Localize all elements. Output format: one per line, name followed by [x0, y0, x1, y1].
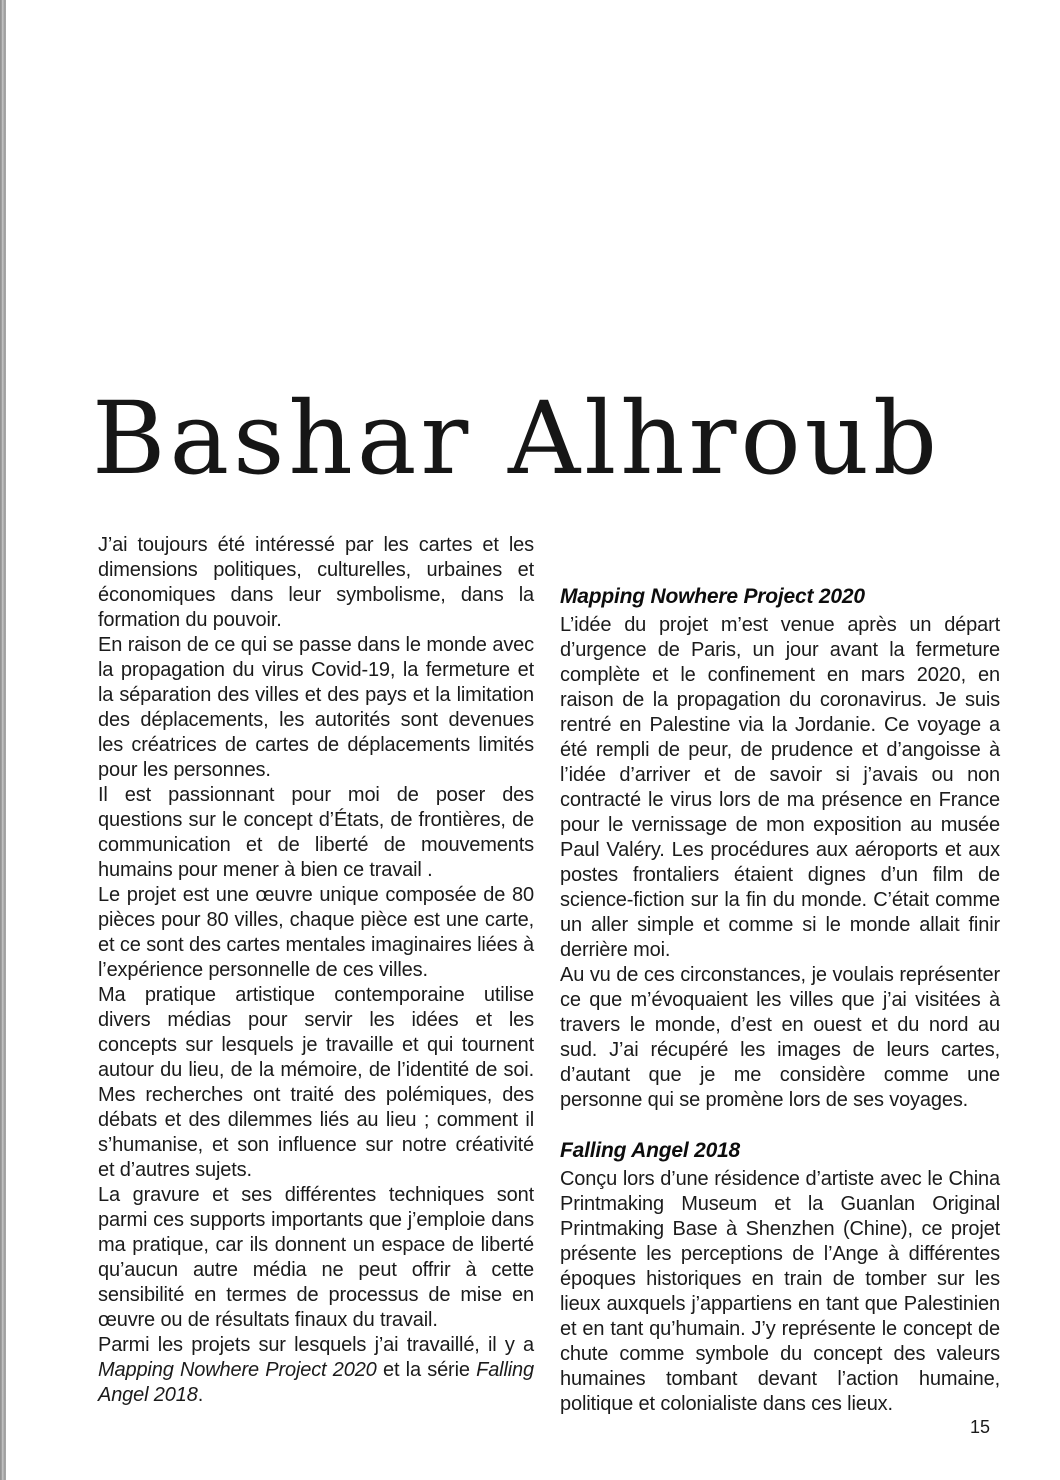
paragraph: Le projet est une œuvre unique composée de 80 pièces pour 80 villes, chaque pièce est une carte, et ce sont des cartes mentales imaginaires liées à l’expérience personnelle de ces villes.	[98, 884, 534, 981]
right-text-column	[560, 584, 1000, 1417]
paragraph: Conçu lors d’une résidence d’artiste avec le China Printmaking Museum et la Guanlan Original Printmaking Base à Shenzhen (Chine), ce projet présente les perceptions de l’Ange à différentes époques historiques en train de tomber sur les lieux auxquels j’appartiens en tant que Palestinien et en tant qu’humain. J’y représente le concept de chute comme symbole du concept des valeurs humaines tombant devant l’action humaine, politique et colonialiste dans ces lieux.	[560, 1168, 1000, 1415]
closing-text-pre: Parmi les projets sur lesquels j’ai travaillé, il y a	[98, 1334, 534, 1356]
paragraph: Il est passionnant pour moi de poser des questions sur le concept d’États, de frontières, de communication et de liberté de mouvements humains pour mener à bien ce travail .	[98, 784, 534, 881]
paragraph: J’ai toujours été intéressé par les cartes et les dimensions politiques, culturelles, urbaines et économiques dans leur symbolisme, dans la formation du pouvoir.	[98, 534, 534, 631]
page-number: 15	[970, 1417, 991, 1437]
scan-edge-bar	[0, 0, 6, 1480]
paragraph: Au vu de ces circonstances, je voulais représenter ce que m’évoquaient les villes que j’ai visitées à travers le monde, d’est en ouest et du nord au sud. J’ai récupéré les images de leurs cartes, d’autant que je me considère comme une personne qui se promène lors de ses voyages.	[560, 964, 1000, 1111]
closing-text-post: .	[197, 1384, 204, 1406]
paragraph: La gravure et ses différentes techniques sont parmi ces supports importants que j’emploie dans ma pratique, car ils donnent un espace de liberté qu’aucun autre média ne peut offrir à cette sensibilité en termes de processus de mise en œuvre ou de résultats finaux du travail.	[98, 1184, 534, 1331]
page-title: Bashar Alhroub	[92, 380, 942, 497]
project-title-falling-angel: Falling Angel 2018	[98, 1359, 535, 1406]
closing-paragraph	[98, 1333, 534, 1408]
closing-text-mid: et la série	[376, 1359, 477, 1381]
paragraph: L’idée du projet m’est venue après un départ d’urgence de Paris, un jour avant la fermeture complète et le confinement en mars 2020, en raison de la propagation du coronavirus. Je suis rentré en Palestine via la Jordanie. Ce voyage a été rempli de peur, de prudence et d’angoisse à l’idée d’arriver et de savoir si j’avais ou non contracté le virus lors de ma présence en France pour le vernissage de mon exposition au musée Paul Valéry. Les procédures aux aéroports et aux postes frontaliers étaient dignes d’un film de science-fiction sur la fin du monde. C’était comme un aller simple et comme si le monde allait finir derrière moi.	[560, 614, 1000, 961]
section-heading-falling-angel: Falling Angel 2018	[560, 1139, 741, 1162]
paragraph: Ma pratique artistique contemporaine utilise divers médias pour servir les idées et les concepts sur lesquels je travaille et qui tournent autour du lieu, de la mémoire, de l’identité de soi. Mes recherches ont traité des polémiques, des débats et des dilemmes liés au lieu ; comment il s’humanise, et son influence sur notre créativité et d’autres sujets.	[98, 984, 534, 1181]
section-falling-angel	[560, 1138, 1000, 1417]
paragraph: En raison de ce qui se passe dans le monde avec la propagation du virus Covid-19, la fermeture et la séparation des villes et des pays et la limitation des déplacements, les autorités sont devenues les créatrices de cartes de déplacements limités pour les personnes.	[98, 634, 534, 781]
left-text-column	[98, 533, 534, 1408]
section-mapping-nowhere	[560, 584, 1000, 1113]
section-heading-mapping-nowhere: Mapping Nowhere Project 2020	[560, 585, 865, 608]
project-title-mapping-nowhere: Mapping Nowhere Project 2020	[98, 1359, 377, 1381]
